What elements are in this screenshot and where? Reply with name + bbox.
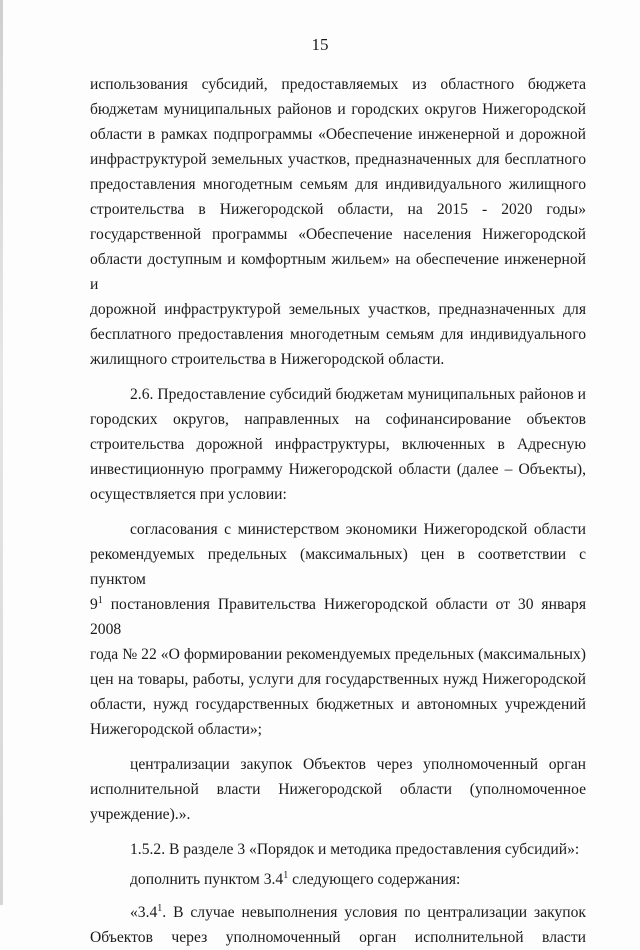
superscript: 1: [157, 903, 163, 914]
paragraph-2-6: [90, 382, 586, 507]
page-number: 15: [311, 35, 329, 54]
text-line: исполнительной власти Нижегородской области (уполномоченное: [90, 781, 586, 798]
text-line: области, нужд государственных бюджетных и автономных учреждений: [90, 696, 586, 713]
text-line: области в рамках подпрограммы «Обеспечение инженерной и дорожной: [90, 126, 586, 143]
paragraph-agreement: [90, 517, 586, 742]
text-line: дорожной инфраструктурой земельных участков, предназначенных для: [90, 301, 586, 318]
line-text: постановления Правительства Нижегородской области от 30 января 2008: [90, 596, 586, 638]
text-line: [90, 900, 586, 925]
paragraph-supplement: [90, 867, 586, 892]
superscript: 1: [283, 870, 289, 881]
text-line: жилищного строительства в Нижегородской области.: [90, 351, 445, 368]
text-line: городских округов, направленных на софинансирование объектов: [90, 411, 586, 428]
text-line: строительства дорожной инфраструктуры, включенных в Адресную: [90, 436, 586, 453]
text-line: согласования с министерством экономики Нижегородской области: [130, 521, 586, 538]
line-text: «3.4: [130, 904, 158, 921]
text-line: инвестиционную программу Нижегородской области (далее – Объекты),: [90, 461, 586, 478]
paragraph-1-5-2: [90, 837, 586, 862]
text-line: [90, 867, 586, 892]
text-line: [90, 592, 586, 642]
text-line: использования субсидий, предоставляемых из областного бюджета: [90, 76, 586, 93]
text-line: области доступным и комфортным жильем» на обеспечение инженерной и: [90, 251, 586, 293]
paragraph-1: [90, 72, 586, 372]
text-line: Нижегородской области»;: [90, 721, 262, 738]
text-line: Объектов через уполномоченный орган исполнительной власти: [90, 929, 586, 946]
superscript: 1: [97, 595, 103, 606]
paragraph-centralization: [90, 752, 586, 827]
text-line: бесплатного предоставления многодетным семьям для индивидуального: [90, 326, 586, 343]
document-body: [90, 72, 586, 950]
text-line: цен на товары, работы, услуги для государственных нужд Нижегородской: [90, 671, 586, 688]
clause-number: 9: [90, 596, 98, 613]
text-line: учреждение).».: [90, 806, 191, 823]
text-line: предоставления многодетным семьям для индивидуального жилищного: [90, 176, 586, 193]
text-line: централизации закупок Объектов через уполномоченный орган: [130, 756, 586, 773]
text-line: строительства в Нижегородской области, на 2015 - 2020 годы»: [90, 201, 586, 218]
line-text: . В случае невыполнения условия по централизации закупок: [162, 904, 586, 921]
text-line: рекомендуемых предельных (максимальных) цен в соответствии с пунктом: [90, 546, 586, 588]
line-text: дополнить пунктом 3.4: [130, 871, 284, 888]
scan-edge: [0, 0, 3, 905]
paragraph-3-4-1: [90, 900, 586, 950]
text-line: 2.6. Предоставление субсидий бюджетам муниципальных районов и: [130, 386, 586, 403]
text-line: инфраструктурой земельных участков, предназначенных для бесплатного: [90, 151, 586, 168]
text-line: бюджетам муниципальных районов и городских округов Нижегородской: [90, 101, 586, 118]
line-text: следующего содержания:: [288, 871, 461, 888]
text-line: 1.5.2. В разделе 3 «Порядок и методика предоставления субсидий»:: [130, 841, 580, 858]
text-line: года № 22 «О формировании рекомендуемых предельных (максимальных): [90, 646, 586, 663]
text-line: осуществляется при условии:: [90, 486, 287, 503]
text-line: государственной программы «Обеспечение населения Нижегородской: [90, 226, 586, 243]
